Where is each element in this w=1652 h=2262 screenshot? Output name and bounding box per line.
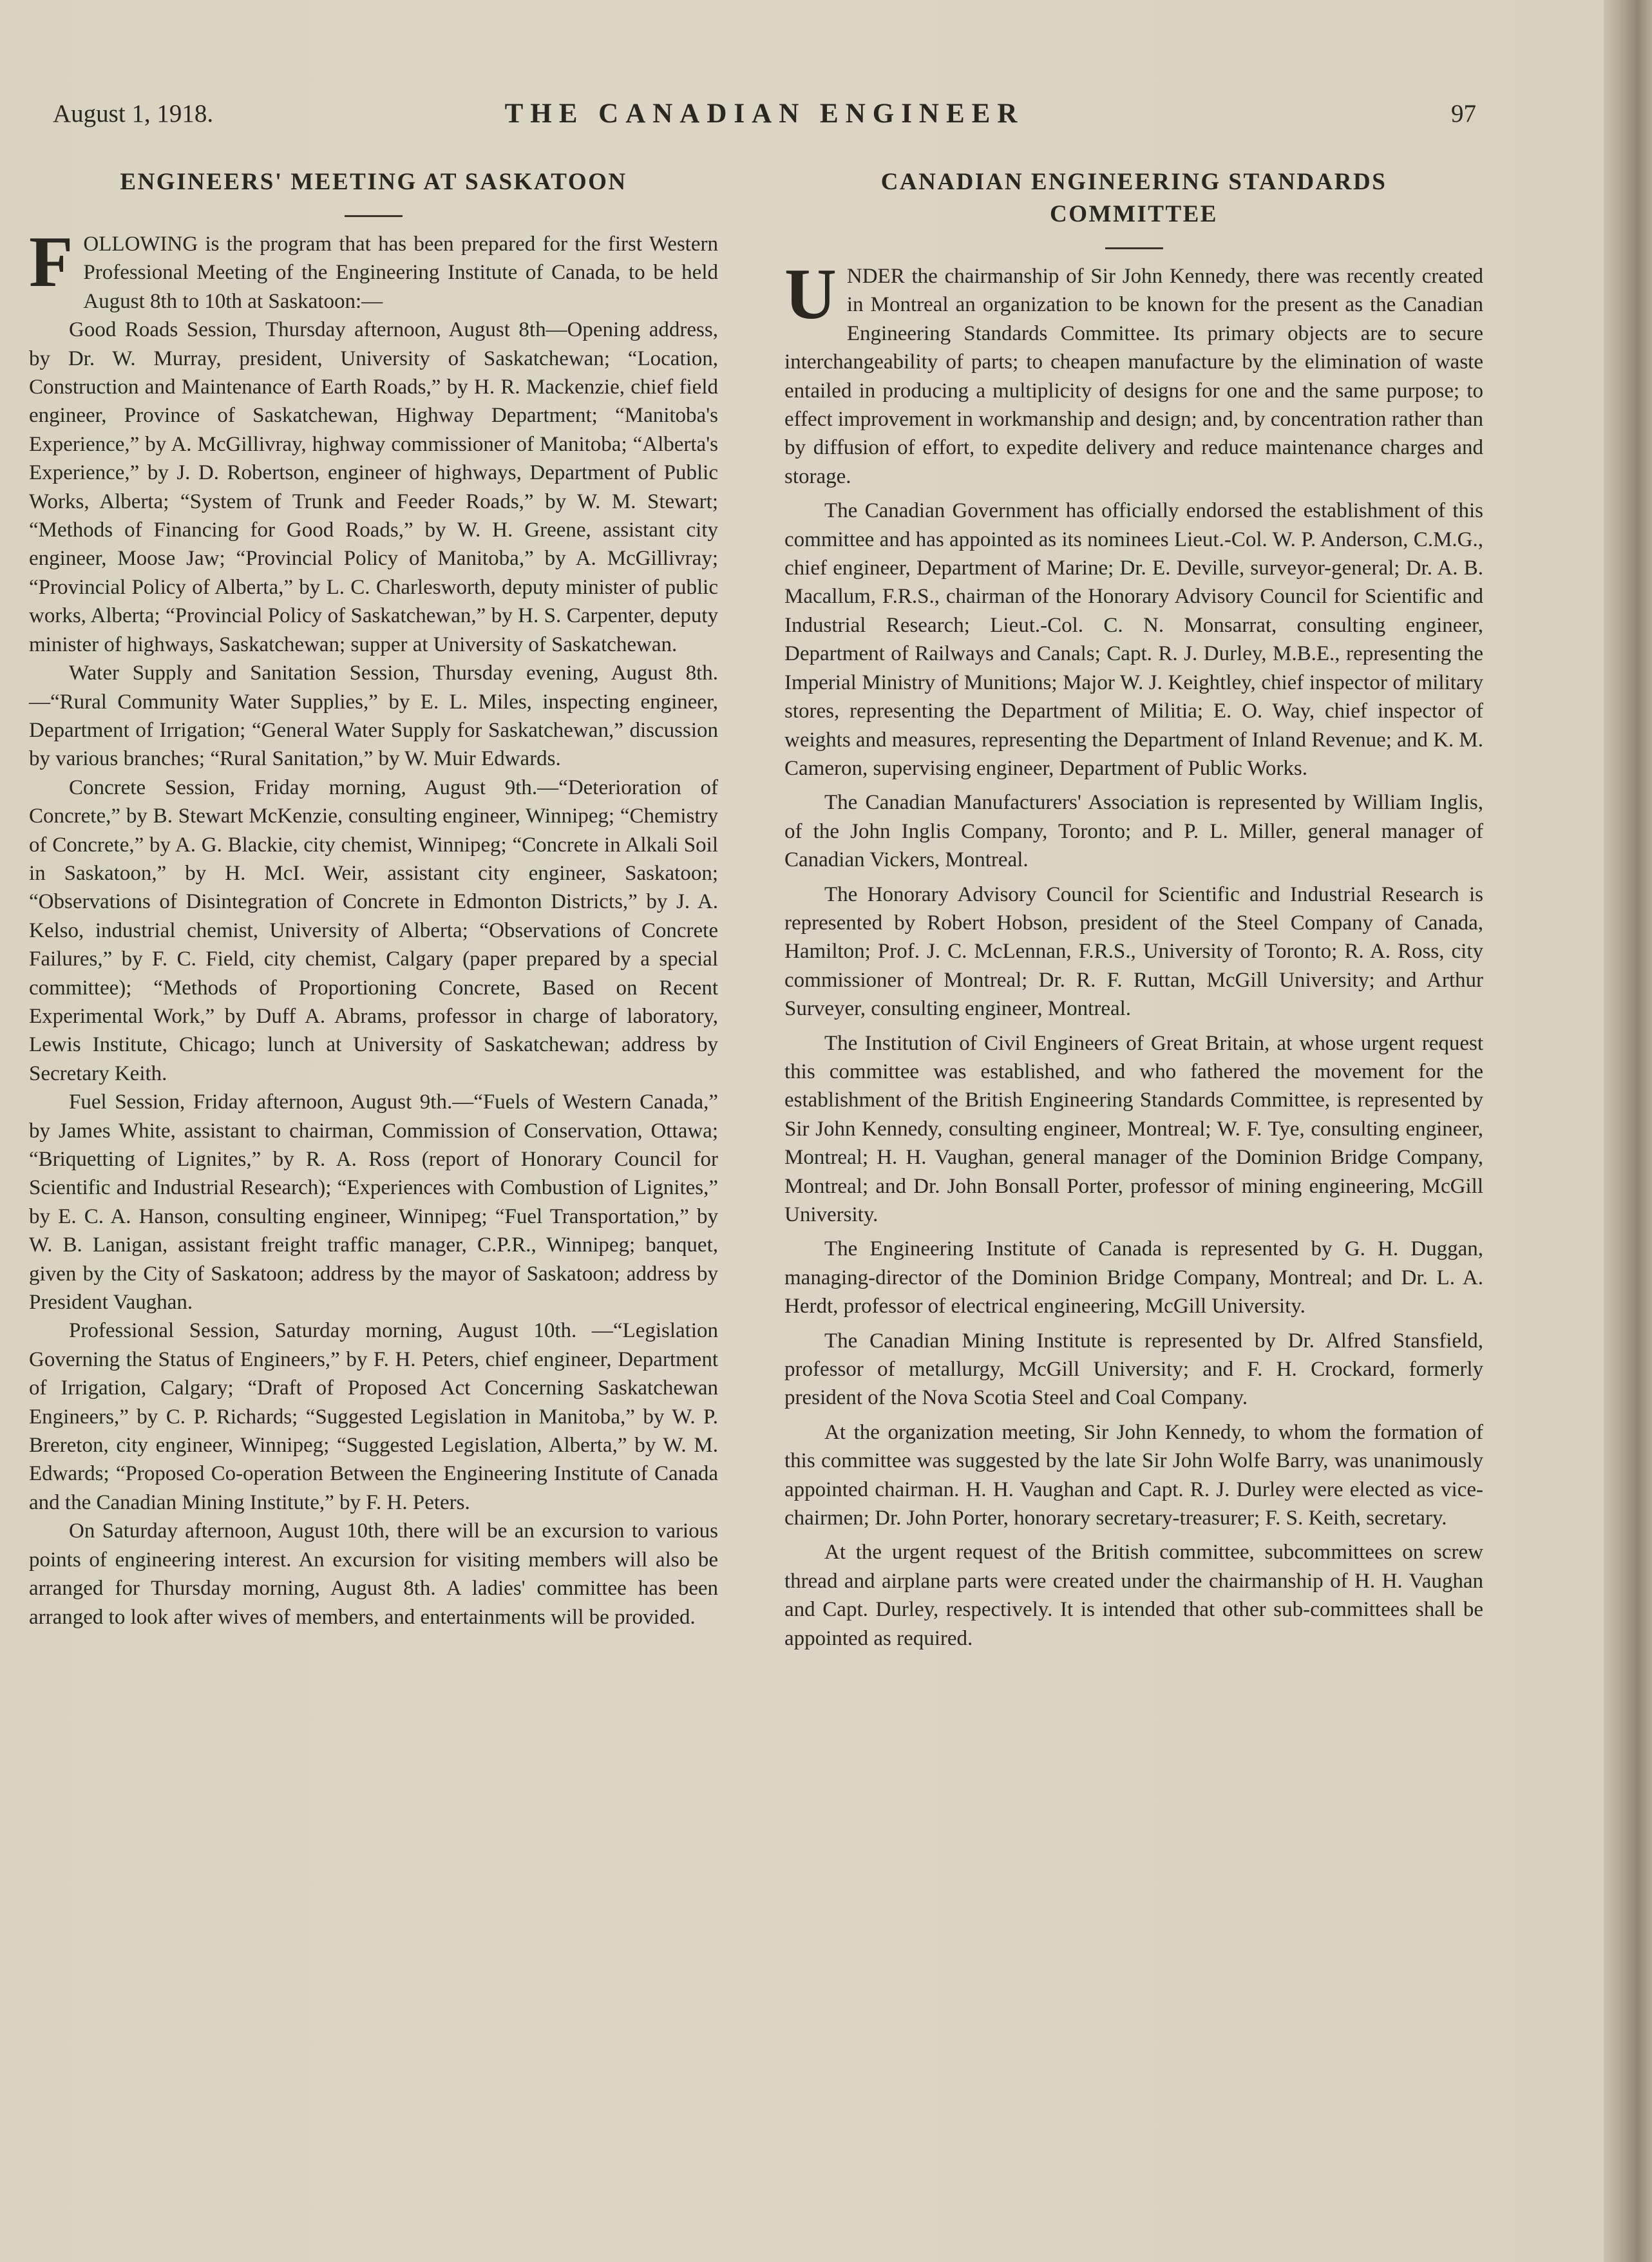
- paragraph-text: NDER the chairmanship of Sir John Kennedy, there was recently created in Montreal an organization to be known for the present as the Canadian Engineering Standards Committee. Its primary objects are to secure interchangeability of parts; to cheapen manufacture by the elimination of waste entailed in producing a multiplicity of designs for one and the same purpose; to effect improvement in workmanship and design; and, by concentration rather than by diffusion of effort, to expedite delivery and reduce maintenance charges and storage.: [784, 265, 1483, 488]
- issue-date: August 1, 1918.: [53, 100, 214, 128]
- article-paragraph: The Honorary Advisory Council for Scientific and Industrial Research is represented by Robert Hobson, president of the Steel Company of Canada, Hamilton; Prof. J. C. McLennan, F.R.S., University of Toronto; R. A. Ross, city commissioner of Montreal; Dr. R. F. Ruttan, McGill University; and Arthur Surveyer, consulting engineer, Montreal.: [784, 882, 1483, 1021]
- journal-title: THE CANADIAN ENGINEER: [504, 99, 1025, 129]
- article-paragraph: At the urgent request of the British committee, subcommittees on screw thread and airplane parts were created under the chairmanship of H. H. Vaughan and Capt. Durley, respectively. It is intended that other sub-committees shall be appointed as required.: [784, 1541, 1483, 1650]
- book-binding-edge: [1604, 0, 1652, 2262]
- title-rule: [1105, 247, 1163, 249]
- article-paragraph: At the organization meeting, Sir John Kennedy, to whom the formation of this committee was suggested by the late Sir John Wolfe Barry, was unanimously appointed chairman. H. H. Vaughan and Capt. R. J. Durley were elected as vice-chairmen; Dr. John Porter, honorary secretary-treasurer; F. S. Keith, secretary.: [784, 1420, 1483, 1530]
- article-title: ENGINEERS' MEETING AT SASKATOON: [120, 169, 627, 195]
- article-paragraph: [29, 222, 718, 316]
- left-column: [29, 166, 718, 1631]
- title-line: CANADIAN ENGINEERING STANDARDS: [880, 169, 1387, 195]
- article-paragraph: The Engineering Institute of Canada is represented by G. H. Duggan, managing-director of the Dominion Bridge Company, Montreal; and Dr. L. A. Herdt, professor of electrical engineering, McGill University.: [784, 1237, 1483, 1318]
- article-paragraph: Concrete Session, Friday morning, August 9th.—“Deterioration of Concrete,” by B. Stewart McKenzie, consulting engineer, Winnipeg; “Chemistry of Concrete,” by A. G. Blackie, city chemist, Winnipeg; “Concrete in Alkali Soil in Saskatoon,” by H. McI. Weir, assistant city engineer, Saskatoon; “Observations of Disintegration of Concrete in Edmonton Districts,” by J. A. Kelso, industrial chemist, University of Alberta; “Observations of Concrete Failures,” by F. C. Field, city chemist, Calgary (paper prepared by a special committee); “Methods of Proportioning Concrete, Based on Recent Experimental Work,” by Duff A. Abrams, professor in charge of laboratory, Lewis Institute, Chicago; lunch at University of Saskatchewan; address by Secretary Keith.: [29, 775, 718, 1085]
- title-rule: [345, 215, 403, 217]
- article-paragraph: The Institution of Civil Engineers of Great Britain, at whose urgent request this committee was established, and who fathered the movement for the establishment of the British Engineering Standards Committee, is represented by Sir John Kennedy, consulting engineer, Montreal; W. F. Tye, consulting engineer, Montreal; H. H. Vaughan, general manager of the Dominion Bridge Company, Montreal; and Dr. John Bonsall Porter, professor of mining engineering, McGill University.: [784, 1031, 1483, 1226]
- page-number: 97: [1451, 100, 1476, 128]
- paragraph-text: OLLOWING is the program that has been prepared for the first Western Professional Meeting of the Engineering Institute of Canada, to be held August 8th to 10th at Saskatoon:—: [83, 233, 718, 313]
- article-paragraph: Good Roads Session, Thursday afternoon, August 8th—Opening address, by Dr. W. Murray, president, University of Saskatchewan; “Location, Construction and Maintenance of Earth Roads,” by H. R. Mackenzie, chief field engineer, Province of Saskatchewan, Highway Department; “Manitoba's Experience,” by A. McGillivray, highway commissioner of Manitoba; “Alberta's Experience,” by J. D. Robertson, engineer of highways, Department of Public Works, Alberta; “System of Trunk and Feeder Roads,” by W. M. Stewart; “Methods of Financing for Good Roads,” by W. H. Greene, assistant city engineer, Moose Jaw; “Provincial Policy of Manitoba,” by A. McGillivray; “Provincial Policy of Alberta,” by L. C. Charlesworth, deputy minister of public works, Alberta; “Provincial Policy of Saskatchewan,” by H. S. Carpenter, deputy minister of highways, Saskatchewan; supper at University of Saskatchewan.: [29, 318, 718, 656]
- article-paragraph: Water Supply and Sanitation Session, Thursday evening, August 8th.—“Rural Community Water Supplies,” by E. L. Miles, inspecting engineer, Department of Irrigation; “General Water Supply for Saskatchewan,” discussion by various branches; “Rural Sanitation,” by W. Muir Edwards.: [29, 661, 718, 771]
- title-line: COMMITTEE: [1050, 201, 1218, 227]
- article-paragraph: Fuel Session, Friday afternoon, August 9th.—“Fuels of Western Canada,” by James White, assistant to chairman, Commission of Conservation, Ottawa; “Briquetting of Lignites,” by R. A. Ross (report of Honorary Council for Scientific and Industrial Research); “Experiences with Combustion of Lignites,” by E. C. A. Hanson, consulting engineer, Winnipeg; “Fuel Transportation,” by W. B. Lanigan, assistant freight traffic manager, C.P.R., Winnipeg; banquet, given by the City of Saskatoon; address by the mayor of Saskatoon; address by President Vaughan.: [29, 1090, 718, 1315]
- article-paragraph: Professional Session, Saturday morning, August 10th. —“Legislation Governing the Status of Engineers,” by F. H. Peters, chief engineer, Department of Irrigation, Calgary; “Draft of Proposed Act Concerning Saskatchewan Engineers,” by C. P. Richards; “Suggested Legislation in Manitoba,” by W. P. Brereton, city engineer, Winnipeg; “Suggested Legislation, Alberta,” by W. M. Edwards; “Proposed Co-operation Between the Engineering Institute of Canada and the Canadian Mining Institute,” by F. H. Peters.: [29, 1319, 718, 1514]
- article-paragraph: The Canadian Manufacturers' Association is represented by William Inglis, of the John Inglis Company, Toronto; and P. L. Miller, general manager of Canadian Vickers, Montreal.: [784, 791, 1483, 872]
- running-header: [53, 95, 1476, 140]
- article-paragraph: The Canadian Government has officially endorsed the establishment of this committee and has appointed as its nominees Lieut.-Col. W. P. Anderson, C.M.G., chief engineer, Department of Marine; Dr. E. Deville, surveyor-general; Dr. A. B. Macallum, F.R.S., chairman of the Honorary Advisory Council for Scientific and Industrial Research; Lieut.-Col. C. N. Monsarrat, consulting engineer, Department of Railways and Canals; Capt. R. J. Durley, M.B.E., representing the Imperial Ministry of Munitions; Major W. J. Keightley, chief inspector of military stores, representing the Department of Militia; E. O. Way, chief inspector of weights and measures, representing the Department of Inland Revenue; and K. M. Cameron, supervising engineer, Department of Public Works.: [784, 499, 1484, 780]
- right-column: [784, 166, 1483, 1653]
- drop-cap: F: [29, 222, 73, 302]
- drop-cap: U: [784, 254, 837, 334]
- article-title: [784, 166, 1483, 231]
- article-paragraph: On Saturday afternoon, August 10th, there will be an excursion to various points of engineering interest. An excursion for visiting members will also be arranged for Thursday morning, August 8th. A ladies' committee has been arranged to look after wives of members, and entertainments will be provided.: [29, 1519, 718, 1629]
- article-paragraph: The Canadian Mining Institute is represented by Dr. Alfred Stansfield, professor of metallurgy, McGill University; and F. H. Crockard, formerly president of the Nova Scotia Steel and Coal Company.: [784, 1329, 1483, 1410]
- article-paragraph: [784, 254, 1483, 491]
